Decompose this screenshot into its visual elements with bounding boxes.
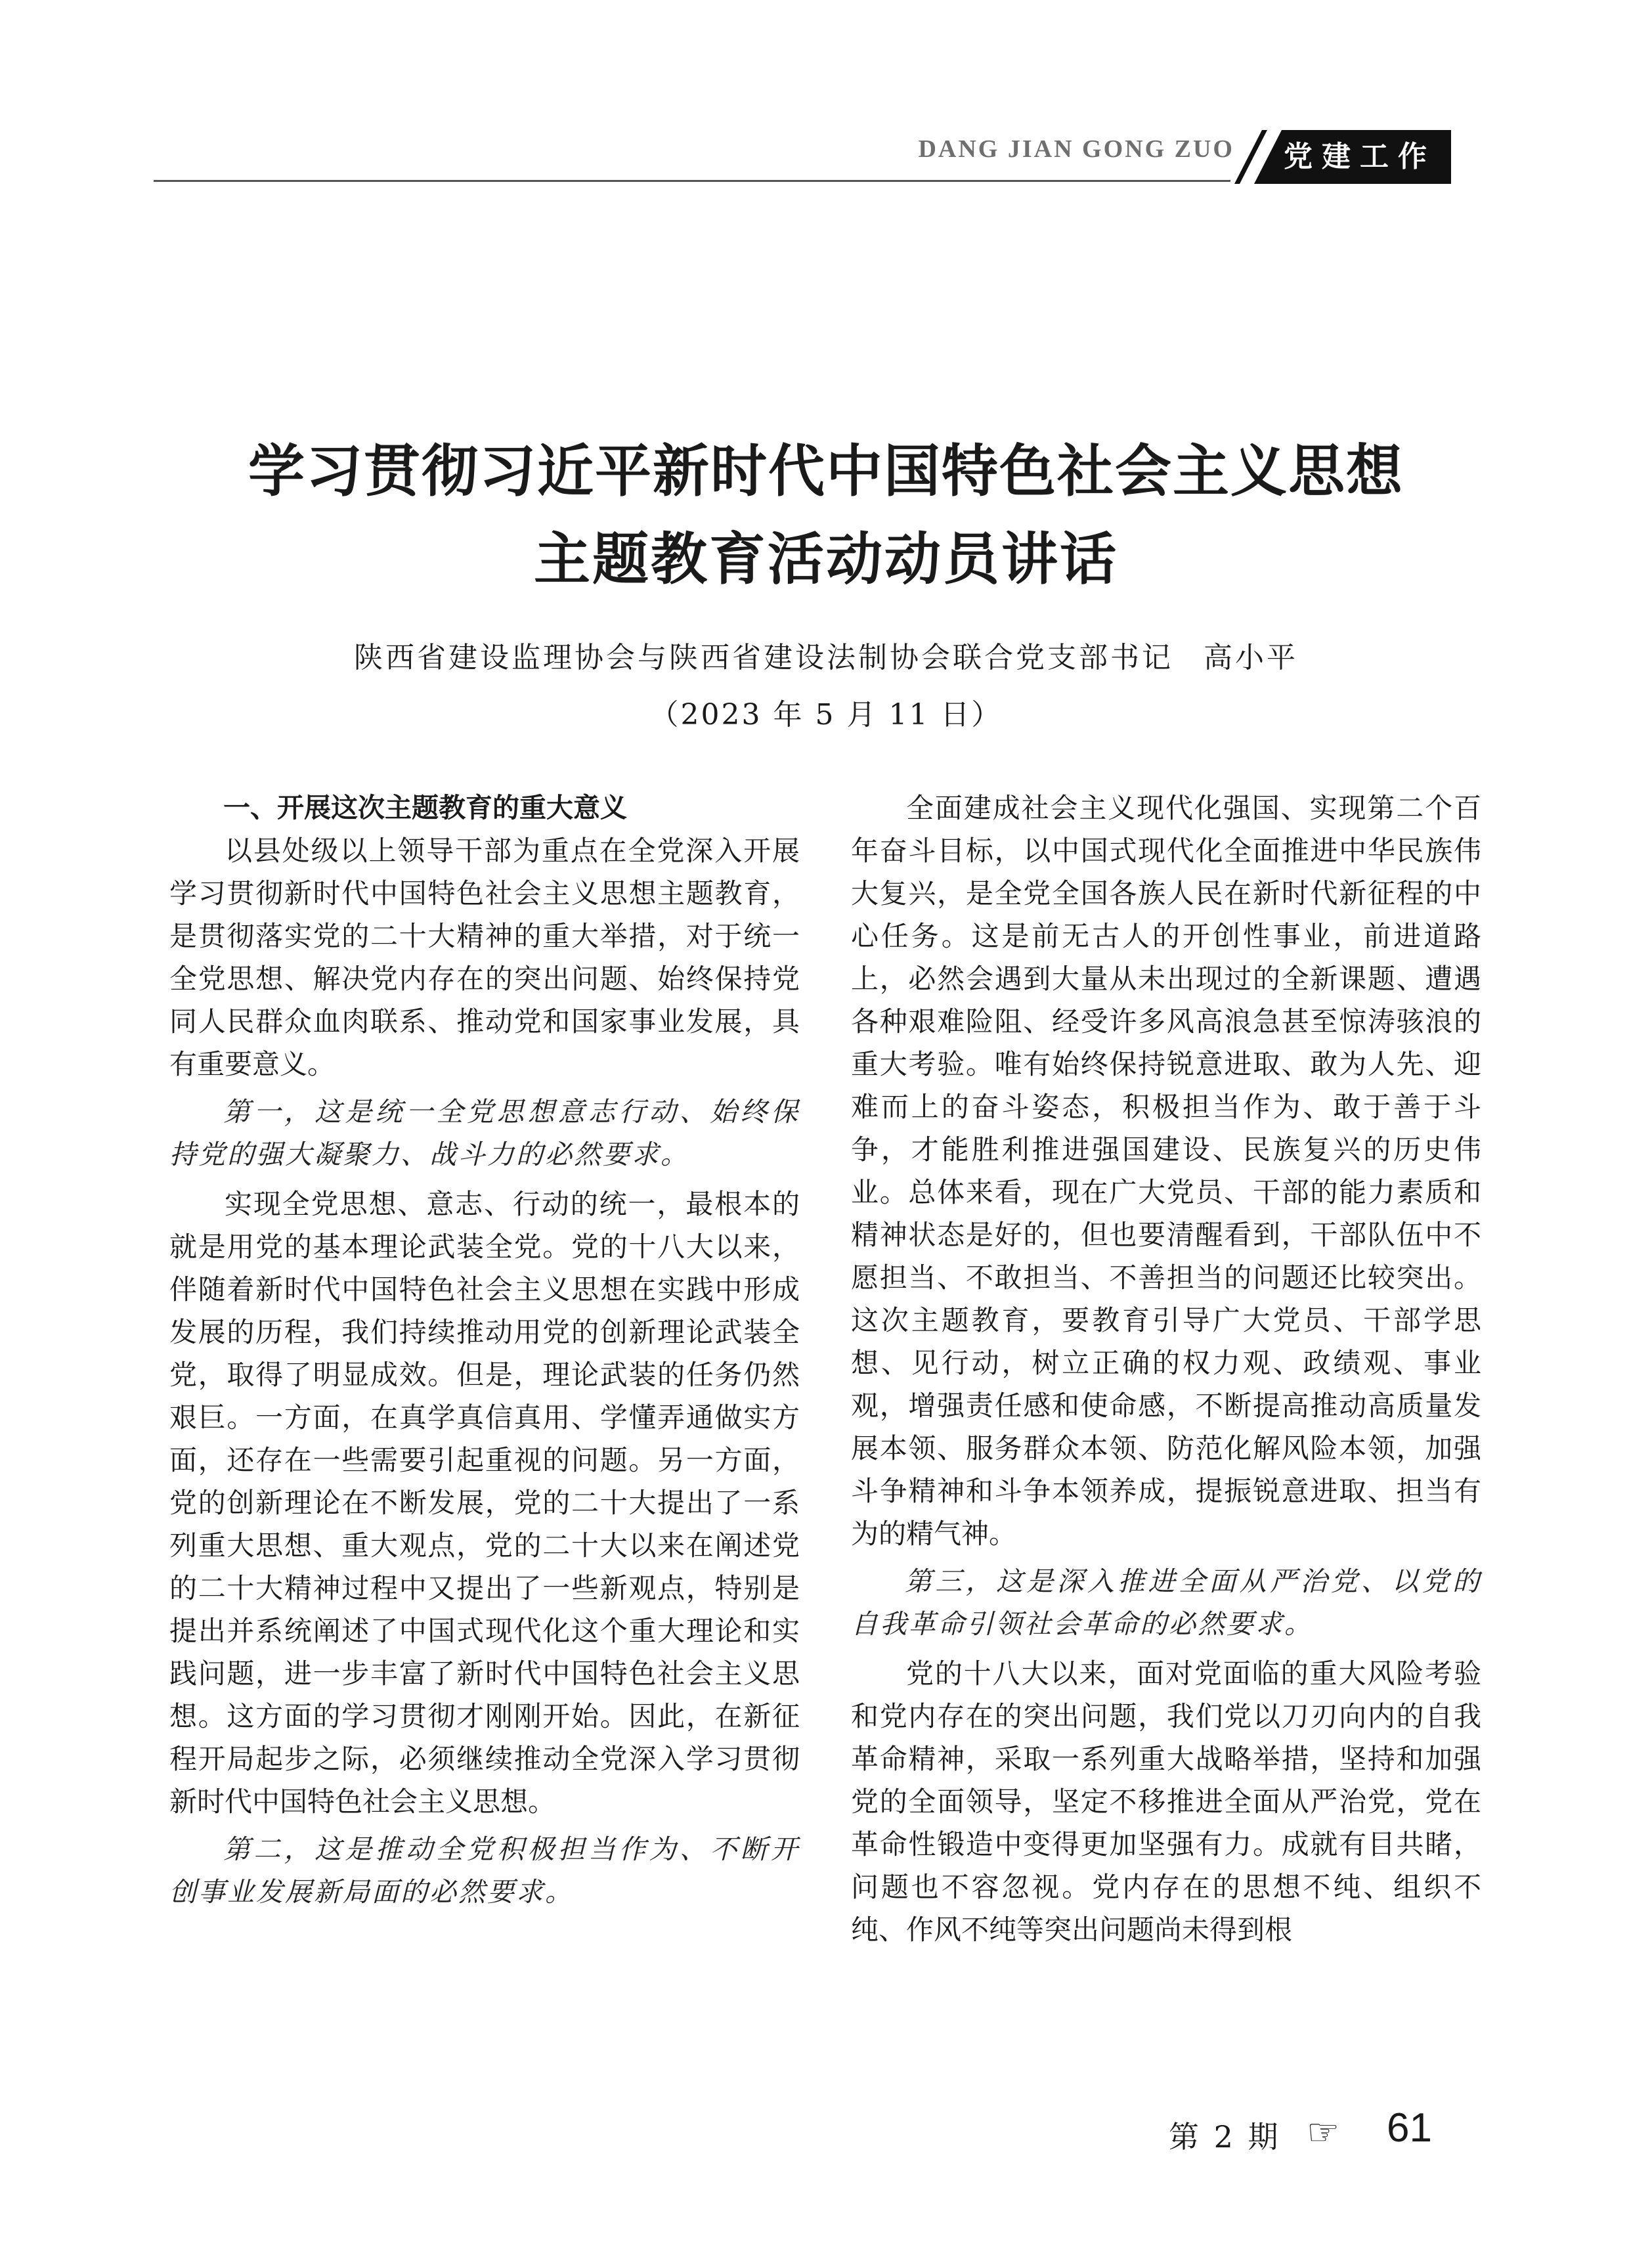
section-badge-label: 党建工作 [1284,140,1436,173]
article-title-line-1: 学习贯彻习近平新时代中国特色社会主义思想 [248,439,1404,504]
article-title-line-2: 主题教育活动动员讲话 [534,527,1118,592]
section-badge [1234,130,1451,184]
left-column [169,787,800,1920]
subheading: 第一，这是统一全党思想意志行动、始终保持党的强大凝聚力、战斗力的必然要求。 [169,1096,800,1170]
byline [0,634,1652,676]
author-name: 高小平 [1204,641,1298,674]
paragraph: 全面建成社会主义现代化强国、实现第二个百年奋斗目标，以中国式现代化全面推进中华民族伟大复兴，是全党全国各族人民在新时代新征程的中心任务。这是前无古人的开创性事业，前进道路上，必然会遇到大量从未出现过的全新课题、遭遇各种艰难险阻、经受许多风高浪急甚至惊涛骇浪的重大考验。唯有始终保持锐意进取、敢为人先、迎难而上的奋斗姿态，积极担当作为、敢于善于斗争，才能胜利推进强国建设、民族复兴的历史伟业。总体来看，现在广大党员、干部的能力素质和精神状态是好的，但也要清醒看到，干部队伍中不愿担当、不敢担当、不善担当的问题还比较突出。这次主题教育，要教育引导广大党员、干部学思想、见行动，树立正确的权力观、政绩观、事业观，增强责任感和使命感，不断提高推动高质量发展本领、服务群众本领、防范化解风险本领，加强斗争精神和斗争本领养成，提振锐意进取、担当有为的精气神。 [851,792,1481,1550]
paragraph: 党的十八大以来，面对党面临的重大风险考验和党内存在的突出问题，我们党以刀刃向内的自我革命精神，采取一系列重大战略举措，坚持和加强党的全面领导，坚定不移推进全面从严治党，党在革命性锻造中变得更加坚强有力。成就有目共睹，问题也不容忽视。党内存在的思想不纯、组织不纯、作风不纯等突出问题尚未得到根 [851,1657,1481,1946]
subheading: 第三，这是深入推进全面从严治党、以党的自我革命引领社会革命的必然要求。 [851,1566,1481,1640]
pointing-hand-icon: ☞ [1307,2111,1340,2154]
header-pinyin: DANG JIAN GONG ZUO [918,135,1234,163]
issue-label: 第 2 期 [1169,2119,1281,2155]
section-heading: 一、开展这次主题教育的重大意义 [223,792,627,823]
page-number: 61 [1387,2105,1432,2151]
subheading: 第二，这是推动全党积极担当作为、不断开创事业发展新局面的必然要求。 [169,1833,800,1908]
speech-date: （2023 年 5 月 11 日） [649,698,1003,732]
paragraph: 实现全党思想、意志、行动的统一，最根本的就是用党的基本理论武装全党。党的十八大以来，伴随着新时代中国特色社会主义思想在实践中形成发展的历程，我们持续推动用党的创新理论武装全党，取得了明显成效。但是，理论武装的任务仍然艰巨。一方面，在真学真信真用、学懂弄通做实方面，还存在一些需要引起重视的问题。另一方面，党的创新理论在不断发展，党的二十大提出了一系列重大思想、重大观点，党的二十大以来在阐述党的二十大精神过程中又提出了一些新观点，特别是提出并系统阐述了中国式现代化这个重大理论和实践问题，进一步丰富了新时代中国特色社会主义思想。这方面的学习贯彻才刚刚开始。因此，在新征程开局起步之际，必须继续推动全党深入学习贯彻新时代中国特色社会主义思想。 [169,1188,800,1818]
author-affiliation: 陕西省建设监理协会与陕西省建设法制协会联合党支部书记 [354,641,1173,674]
paragraph: 以县处级以上领导干部为重点在全党深入开展学习贯彻新时代中国特色社会主义思想主题教育，是贯彻落实党的二十大精神的重大举措，对于统一全党思想、解决党内存在的突出问题、始终保持党同人民群众血肉联系、推动党和国家事业发展，具有重要意义。 [169,835,800,1080]
header-rule [154,180,1230,182]
right-column [851,787,1481,1951]
